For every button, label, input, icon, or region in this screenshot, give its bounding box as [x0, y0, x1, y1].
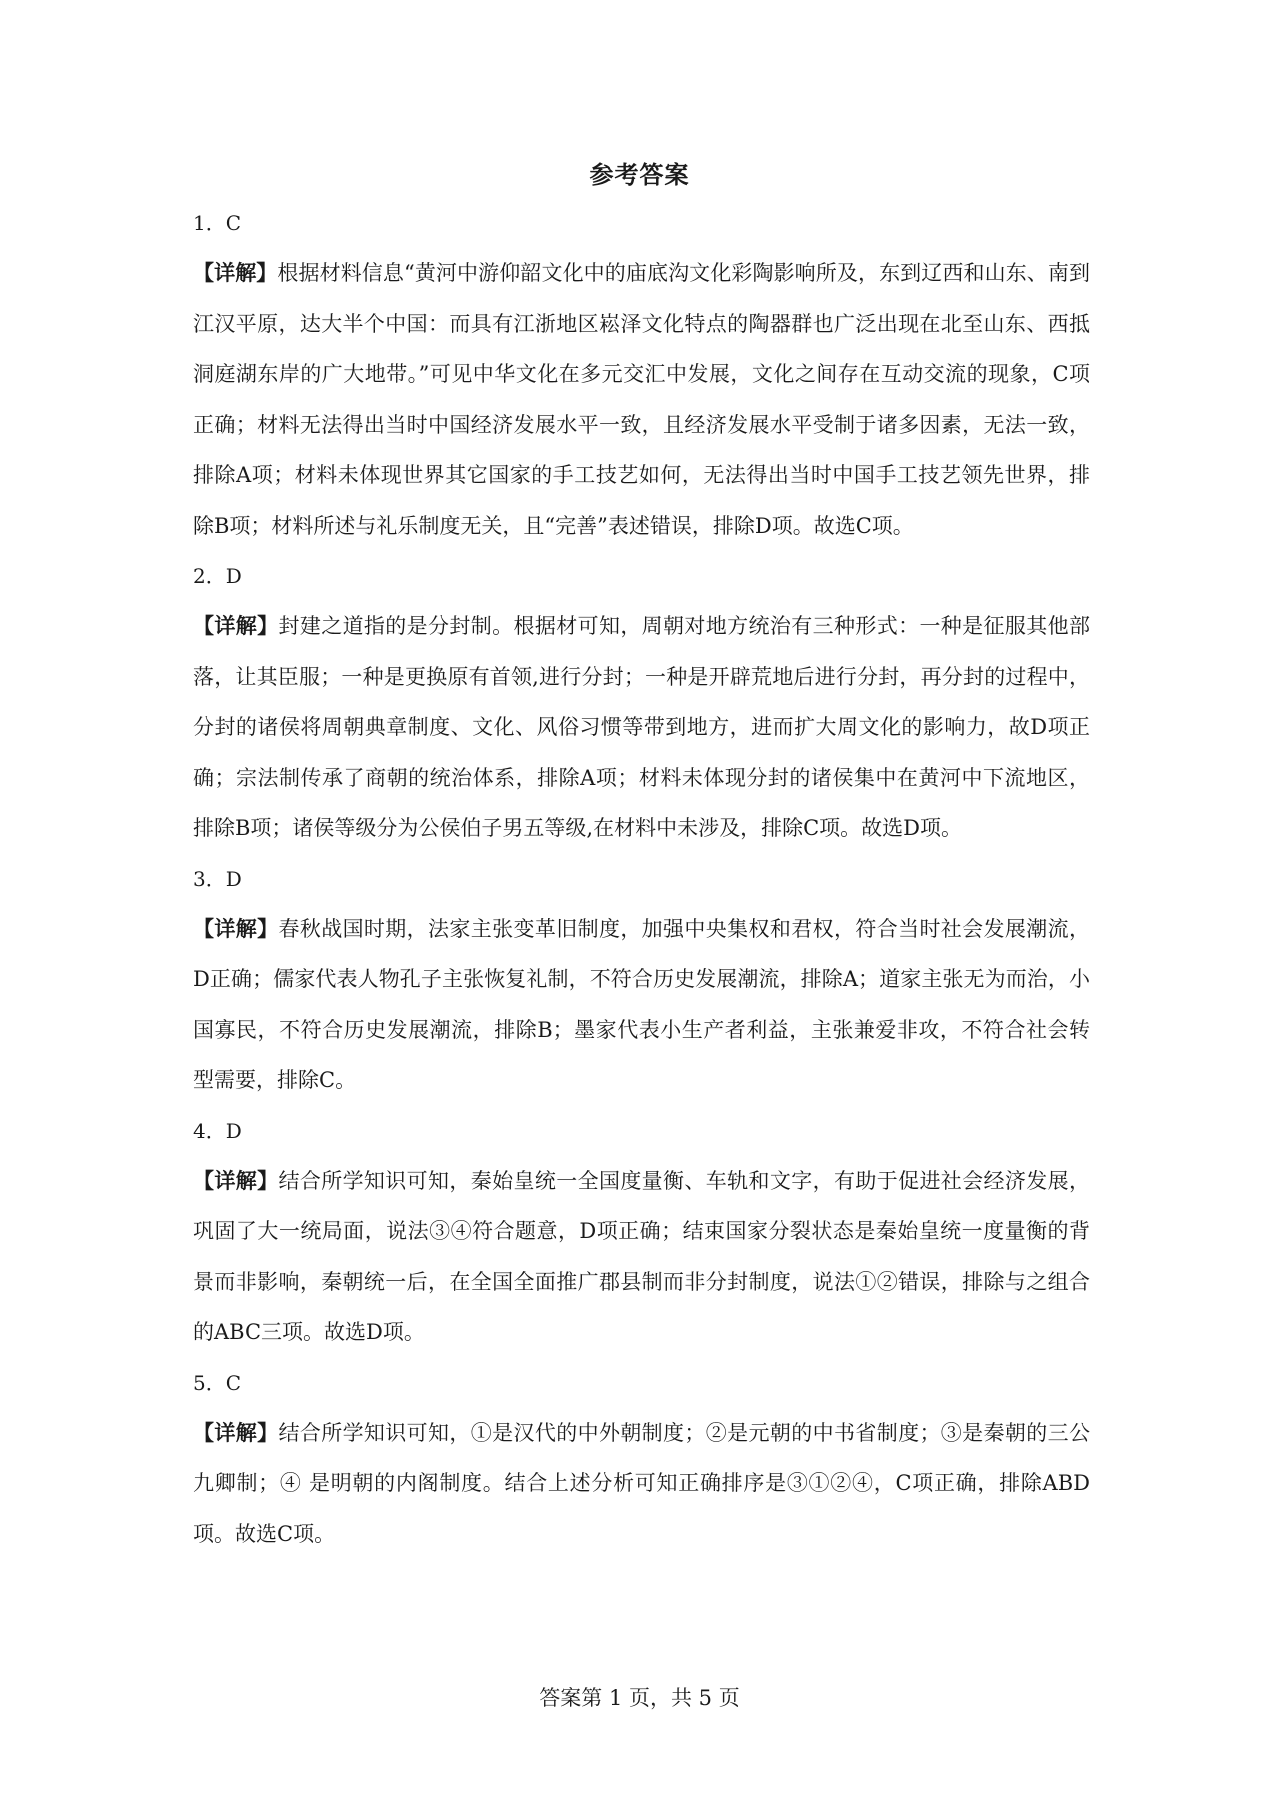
detail-tag: 【详解】: [193, 260, 278, 285]
page-title: 参考答案: [589, 161, 690, 189]
page-footer: 答案第 1 页，共 5 页: [539, 1686, 740, 1710]
detail-tag: 【详解】: [193, 1167, 279, 1193]
explanation-text: 封建之道指的是分封制。根据材可知，周朝对地方统治有三种形式：一种是征服其他部落，让其臣服；一种是更换原有首领,进行分封；一种是开辟荒地后进行分封，再分封的过程中，分封的诸侯将周朝典章制度、文化、风俗习惯等带到地方，进而扩大周文化的影响力，故D项正确；宗法制传承了商朝的统治体系，排除A项；材料未体现分封的诸侯集中在黄河中下流地区，排除B项；诸侯等级分为公侯伯子男五等级,在材料中未涉及，排除C项。故选D项。: [193, 614, 1091, 840]
answer-explanation: [193, 1408, 1090, 1560]
explanation-text: 春秋战国时期，法家主张变革旧制度，加强中央集权和君权，符合当时社会发展潮流，D正确；儒家代表人物孔子主张恢复礼制，不符合历史发展潮流，排除A；道家主张无为而治，小国寡民，不符合历史发展潮流，排除B；墨家代表小生产者利益，主张兼爱非攻，不符合社会转型需要，排除C。: [193, 916, 1091, 1092]
explanation-text: 结合所学知识可知，①是汉代的中外朝制度；②是元朝的中书省制度；③是秦朝的三公九卿制；④ 是明朝的内阁制度。结合上述分析可知正确排序是③①②④，C项正确，排除ABD项。故选C项。: [193, 1420, 1091, 1546]
answer-explanation: [193, 904, 1090, 1106]
detail-tag: 【详解】: [193, 1419, 279, 1445]
answer-number: 4．D: [193, 1118, 242, 1143]
answer-explanation: [193, 248, 1090, 551]
answer-explanation: [193, 601, 1090, 854]
explanation-text: 根据材料信息“黄河中游仰韶文化中的庙底沟文化彩陶影响所及，东到辽西和山东、南到江汉平原，达大半个中国：而具有江浙地区崧泽文化特点的陶器群也广泛出现在北至山东、西抵洞庭湖东岸的广大地带。”可见中华文化在多元交汇中发展，文化之间存在互动交流的现象，C项正确；材料无法得出当时中国经济发展水平一致，且经济发展水平受制于诸多因素，无法一致，排除A项；材料未体现世界其它国家的手工技艺如何，无法得出当时中国手工技艺领先世界，排除B项；材料所述与礼乐制度无关，且“完善”表述错误，排除D项。故选C项。: [193, 261, 1090, 538]
answer-item-2: [193, 551, 1090, 854]
answer-number: 3．D: [193, 866, 242, 891]
answer-number: 1．C: [193, 211, 242, 235]
answer-number: 2．D: [193, 564, 242, 588]
answer-item-4: [193, 1106, 1090, 1358]
answer-list: [193, 198, 1090, 1559]
detail-tag: 【详解】: [193, 915, 279, 941]
answer-number: 5．C: [193, 1370, 242, 1395]
answer-item-1: [193, 198, 1090, 551]
answer-explanation: [193, 1156, 1090, 1358]
answer-item-3: [193, 854, 1090, 1106]
detail-tag: 【详解】: [193, 613, 279, 638]
answer-item-5: [193, 1358, 1090, 1560]
explanation-text: 结合所学知识可知，秦始皇统一全国度量衡、车轨和文字，有助于促进社会经济发展，巩固了大一统局面，说法③④符合题意，D项正确；结束国家分裂状态是秦始皇统一度量衡的背景而非影响，秦朝统一后，在全国全面推广郡县制而非分封制度，说法①②错误，排除与之组合的ABC三项。故选D项。: [193, 1168, 1091, 1344]
